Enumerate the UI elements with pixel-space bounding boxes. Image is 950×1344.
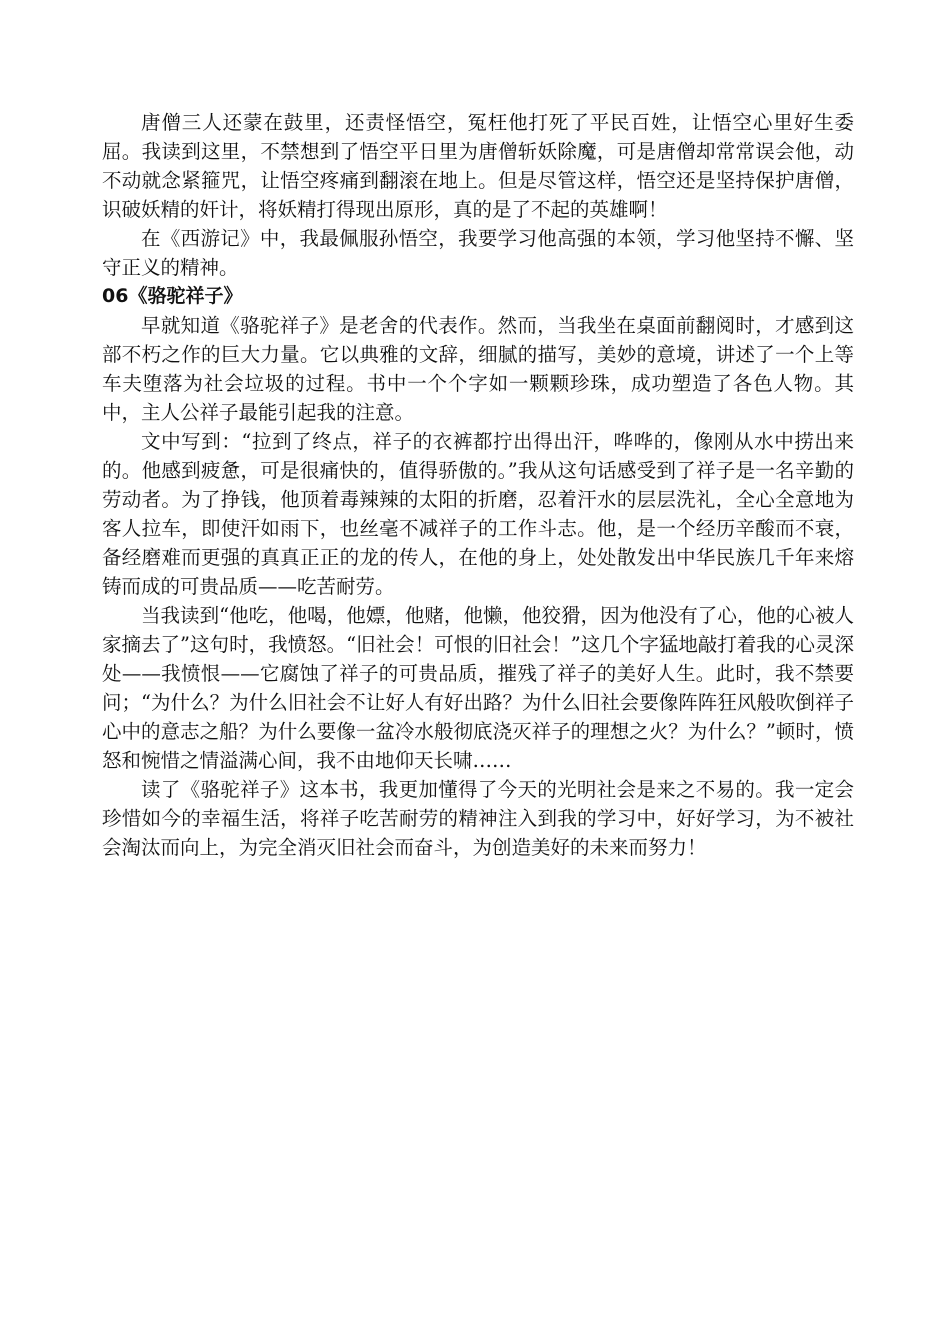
body-paragraph: 早就知道《骆驼祥子》是老舍的代表作。然而，当我坐在桌面前翻阅时，才感到这部不朽之作的巨大力量。它以典雅的文辞，细腻的描写，美妙的意境，讲述了一个上等车夫堕落为社会垃圾的过程。书中一个个字如一颗颗珍珠，成功塑造了各色人物。其中，主人公祥子最能引起我的注意。: [102, 314, 854, 424]
body-paragraph: 读了《骆驼祥子》这本书，我更加懂得了今天的光明社会是来之不易的。我一定会珍惜如今的幸福生活，将祥子吃苦耐劳的精神注入到我的学习中，好好学习，为不被社会淘汰而向上，为完全消灭旧社会而奋斗，为创造美好的未来而努力！: [102, 778, 854, 859]
body-paragraph: 唐僧三人还蒙在鼓里，还责怪悟空，冤枉他打死了平民百姓，让悟空心里好生委屈。我读到这里，不禁想到了悟空平日里为唐僧斩妖除魔，可是唐僧却常常误会他，动不动就念紧箍咒，让悟空疼痛到翻滚在地上。但是尽管这样，悟空还是坚持保护唐僧，识破妖精的奸计，将妖精打得现出原形，真的是了不起的英雄啊！: [102, 111, 854, 221]
section-heading: 06《骆驼祥子》: [102, 285, 243, 307]
body-paragraph: 在《西游记》中，我最佩服孙悟空，我要学习他高强的本领，学习他坚持不懈、坚守正义的精神。: [102, 227, 854, 279]
body-paragraph: 当我读到“他吃，他喝，他嫖，他赌，他懒，他狡猾，因为他没有了心，他的心被人家摘去了”这句时，我愤怒。“旧社会！可恨的旧社会！”这几个字猛地敲打着我的心灵深处——我愤恨——它腐蚀了祥子的可贵品质，摧残了祥子的美好人生。此时，我不禁要问；“为什么？为什么旧社会不让好人有好出路？为什么旧社会要像阵阵狂风般吹倒祥子心中的意志之船？为什么要像一盆冷水般彻底浇灭祥子的理想之火？为什么？”顿时，愤怒和惋惜之情溢满心间，我不由地仰天长啸……: [102, 604, 854, 772]
document-page: [102, 108, 854, 862]
body-paragraph: 文中写到：“拉到了终点，祥子的衣裤都拧出得出汗，哗哗的，像刚从水中捞出来的。他感到疲惫，可是很痛快的，值得骄傲的。”我从这句话感受到了祥子是一名辛勤的劳动者。为了挣钱，他顶着毒辣辣的太阳的折磨，忍着汗水的层层洗礼，全心全意地为客人拉车，即使汗如雨下，也丝毫不减祥子的工作斗志。他，是一个经历辛酸而不衰，备经磨难而更强的真真正正的龙的传人，在他的身上，处处散发出中华民族几千年来熔铸而成的可贵品质——吃苦耐劳。: [102, 430, 854, 598]
